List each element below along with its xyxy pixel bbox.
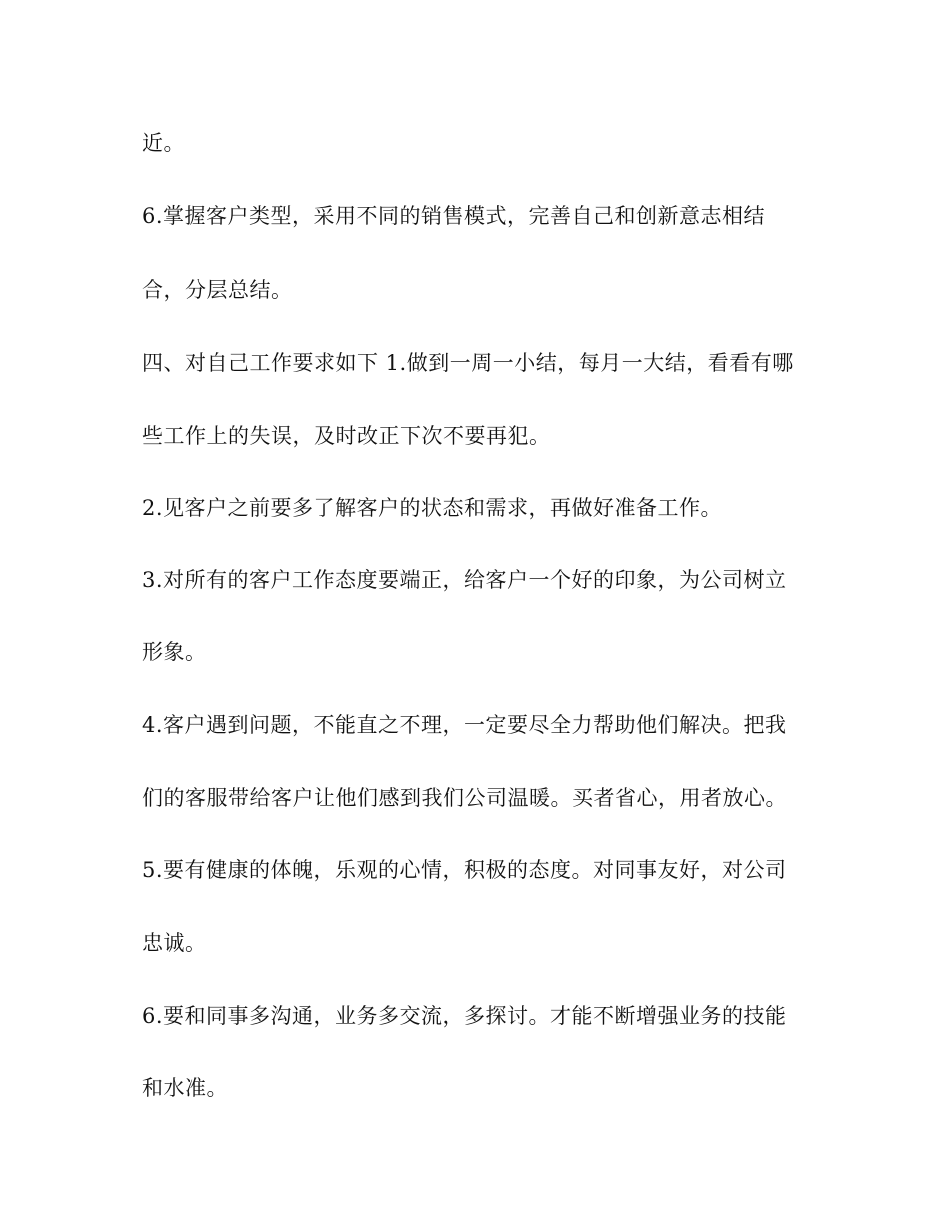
text-line: 四、对自己工作要求如下 1.做到一周一小结，每月一大结，看看有哪 (142, 351, 794, 375)
text-line: 近。 (142, 131, 185, 155)
text-line: 和水准。 (142, 1076, 228, 1100)
text-line: 3.对所有的客户工作态度要端正，给客户一个好的印象，为公司树立 (142, 568, 787, 592)
text-line: 2.见客户之前要多了解客户的状态和需求，再做好准备工作。 (142, 496, 723, 520)
text-line: 形象。 (142, 640, 207, 664)
text-line: 合，分层总结。 (142, 278, 293, 302)
text-line: 6.要和同事多沟通，业务多交流，多探讨。才能不断增强业务的技能 (142, 1004, 787, 1028)
text-line: 们的客服带给客户让他们感到我们公司温暖。买者省心，用者放心。 (142, 786, 787, 810)
text-line: 5.要有健康的体魄，乐观的心情，积极的态度。对同事友好，对公司 (142, 858, 787, 882)
text-line: 些工作上的失误，及时改正下次不要再犯。 (142, 424, 551, 448)
text-line: 4.客户遇到问题，不能直之不理，一定要尽全力帮助他们解决。把我 (142, 713, 787, 737)
text-line: 6.掌握客户类型，采用不同的销售模式，完善自己和创新意志相结 (142, 204, 766, 228)
text-line: 忠诚。 (142, 931, 207, 955)
